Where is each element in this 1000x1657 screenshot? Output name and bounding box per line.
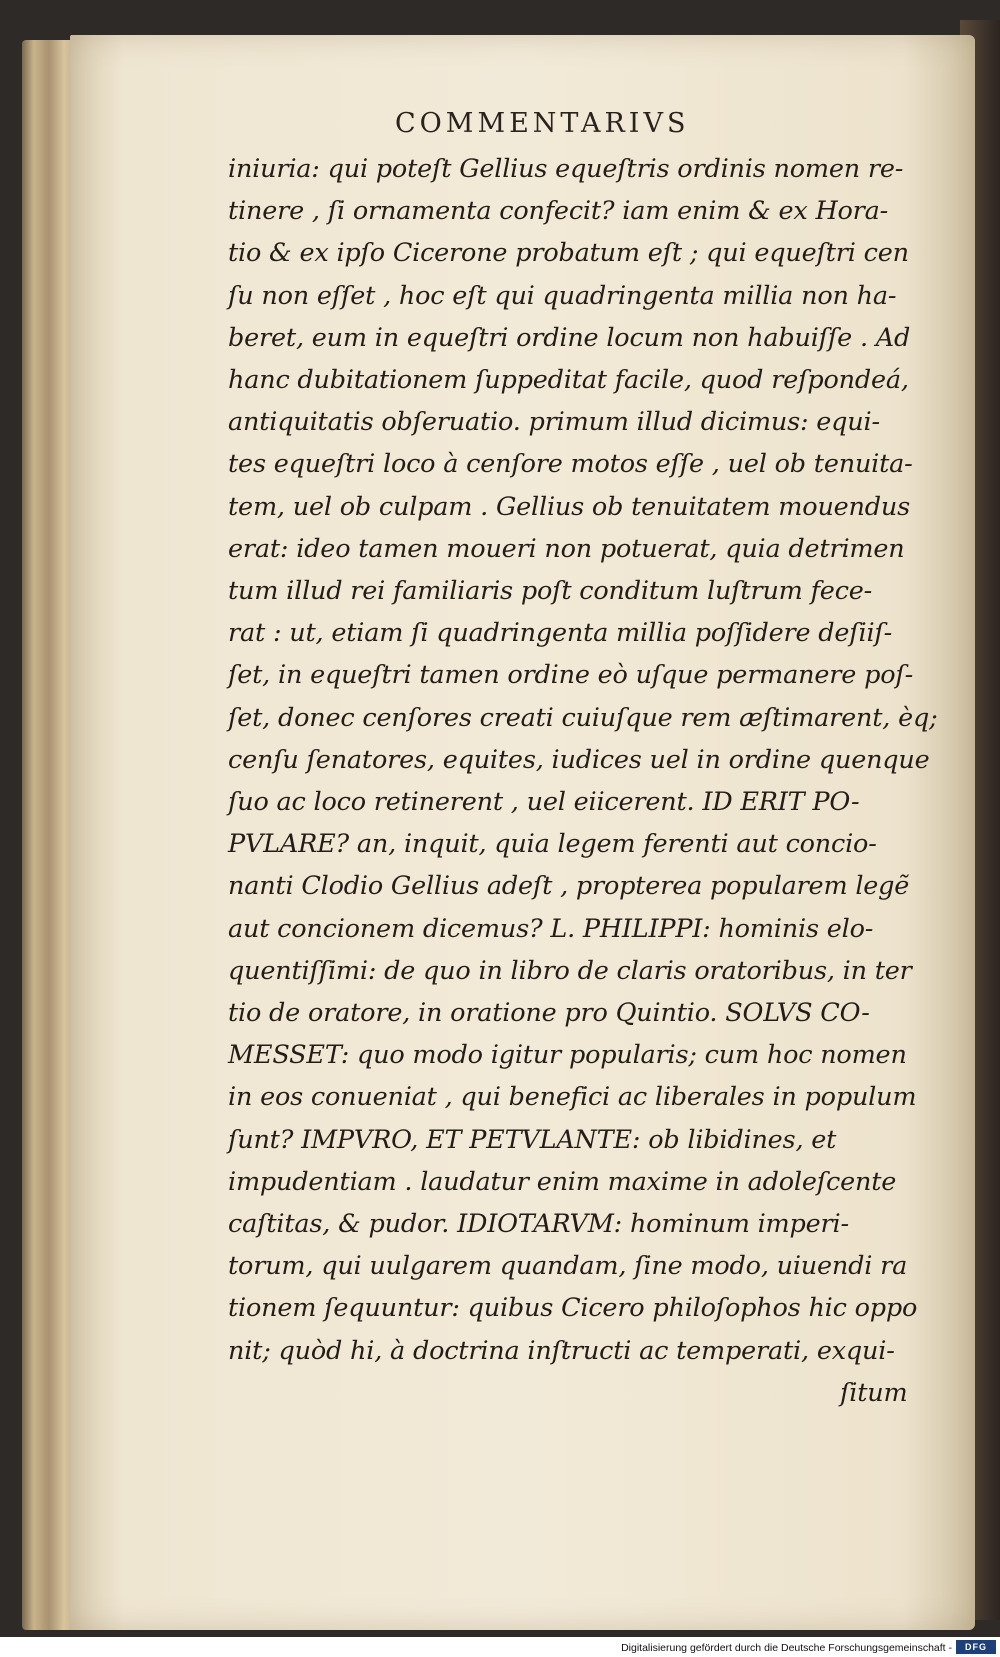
text-line: tio & ex ipſo Cicerone probatum eſt ; qui equeſtri cen — [228, 238, 909, 269]
footer-bar — [0, 1637, 1000, 1657]
text-line: aut concionem dicemus? L. PHILIPPI: hominis elo- — [228, 913, 874, 944]
text-line: tem, uel ob culpam . Gellius ob tenuitatem mouendus — [228, 491, 911, 522]
text-line: erat: ideo tamen moueri non potuerat, quia detrimen — [228, 533, 905, 564]
text-line: caſtitas, & pudor. IDIOTARVM: hominum imperi- — [228, 1209, 849, 1240]
text-line: tes equeſtri loco à cenſore motos eſſe , uel ob tenuita- — [228, 449, 913, 480]
text-line: ſet, in equeſtri tamen ordine eò uſque permanere poſ- — [228, 660, 913, 691]
text-line: quentiſſimi: de quo in libro de claris oratoribus, in ter — [228, 955, 912, 986]
text-line: hanc dubitationem ſuppeditat facile, quod reſpondeá, — [228, 365, 909, 396]
text-line: ſunt? IMPVRO, ET PETVLANTE: ob libidines, et — [228, 1124, 837, 1155]
text-line: tum illud rei familiaris poſt conditum luſtrum fece- — [228, 576, 873, 607]
body-text — [228, 148, 948, 1414]
footer-credit: Digitalisierung gefördert durch die Deutsche Forschungsgemeinschaft - — [621, 1642, 952, 1654]
text-line: in eos conueniat , qui benefici ac liberales in populum — [228, 1082, 917, 1113]
text-line: iniuria: qui poteſt Gellius equeſtris ordinis nomen re- — [228, 154, 904, 184]
text-line: tionem ſequuntur: quibus Cicero philoſophos hic oppo — [228, 1293, 918, 1324]
text-line: rat : ut, etiam ſi quadringenta millia poſſidere deſiiſ- — [228, 618, 893, 649]
text-line: tinere , ſi ornamenta confecit? iam enim & ex Hora- — [228, 196, 889, 227]
text-line: ſu non eſſet , hoc eſt qui quadringenta millia non ha- — [228, 280, 897, 311]
text-line: MESSET: quo modo igitur popularis; cum hoc nomen — [228, 1040, 907, 1071]
text-line: nanti Clodio Gellius adeſt , propterea popularem legẽ — [228, 871, 910, 902]
catchword: ſitum — [840, 1377, 908, 1408]
text-line: impudentiam . laudatur enim maxime in adoleſcente — [228, 1166, 897, 1197]
text-line: ſuo ac loco retinerent , uel eiicerent. ID ERIT PO- — [228, 787, 860, 818]
text-line: tio de oratore, in oratione pro Quintio. SOLVS CO- — [228, 998, 870, 1029]
text-line: torum, qui uulgarem quandam, ſine modo, uiuendi ra — [228, 1251, 908, 1282]
text-line: antiquitatis obſeruatio. primum illud dicimus: equi- — [228, 407, 880, 438]
text-line: ſet, donec cenſores creati cuiuſque rem æſtimarent, èq; — [228, 702, 938, 733]
text-line: cenſu ſenatores, equites, iudices uel in ordine quenque — [228, 744, 930, 775]
text-line: nit; quòd hi, à doctrina inſtructi ac temperati, exqui- — [228, 1335, 895, 1366]
running-head: COMMENTARIVS — [395, 108, 690, 139]
text-line: PVLARE? an, inquit, quia legem ferenti aut concio- — [228, 829, 877, 860]
text-line: beret, eum in equeſtri ordine locum non habuiſſe . Ad — [228, 322, 911, 353]
dfg-logo-icon: DFG — [956, 1640, 996, 1654]
